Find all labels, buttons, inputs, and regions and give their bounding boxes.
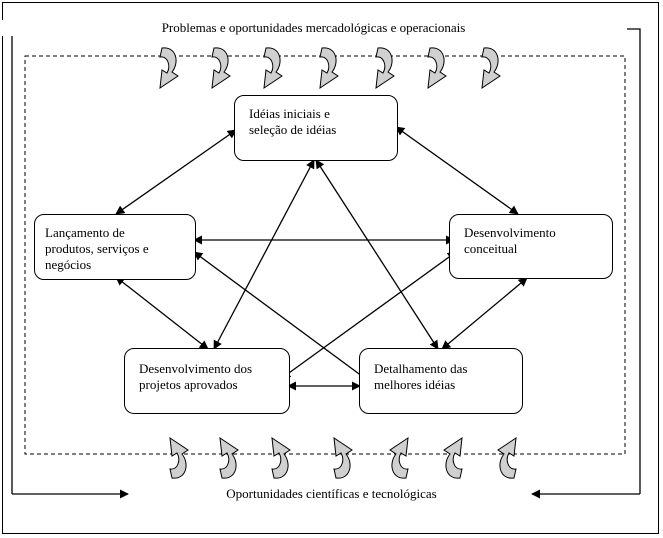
top-caption: Problemas e oportunidades mercadológicas e operacionais	[0, 20, 627, 36]
curved-arrow-icon	[220, 438, 238, 478]
arrow-conceitual-detalhamento	[442, 278, 527, 349]
curved-arrow-icon	[334, 438, 352, 478]
curved-arrow-icon	[160, 48, 178, 88]
curved-arrow-icon	[320, 48, 338, 88]
arrow-ideias-detalhamento	[316, 160, 438, 349]
arrow-lancamento-projetos	[116, 277, 208, 349]
curved-arrow-icon	[272, 438, 290, 478]
node-label: Desenvolvimento dos projetos aprovados	[139, 361, 253, 392]
bottom-caption: Oportunidades científicas e tecnológicas	[0, 486, 663, 502]
node-label: Lançamento de produtos, serviços e negócios	[45, 225, 149, 272]
curved-arrow-icon	[376, 48, 394, 88]
arrow-ideias-conceitual	[396, 127, 518, 214]
curved-arrow-icon	[170, 438, 188, 478]
node-detalhamento	[359, 348, 523, 414]
curved-arrow-icon	[482, 48, 500, 88]
node-label: Desenvolvimento conceitual	[464, 225, 556, 256]
node-desenvolvimento-projetos	[124, 348, 290, 414]
curved-arrow-icon	[444, 438, 462, 478]
arrow-ideias-lancamento	[116, 130, 236, 214]
curved-arrow-icon	[264, 48, 282, 88]
node-ideias-iniciais	[234, 95, 398, 161]
curved-arrow-icon	[498, 438, 516, 478]
node-label: Idéias iniciais e seleção de idéias	[249, 106, 337, 137]
node-label: Detalhamento das melhores idéias	[374, 361, 468, 392]
node-desenvolvimento-conceitual	[449, 214, 613, 279]
node-lancamento	[34, 214, 196, 280]
arrow-ideias-projetos	[214, 160, 314, 349]
curved-arrow-icon	[212, 48, 230, 88]
curved-arrow-icon	[428, 48, 446, 88]
curved-arrow-icon	[390, 438, 408, 478]
